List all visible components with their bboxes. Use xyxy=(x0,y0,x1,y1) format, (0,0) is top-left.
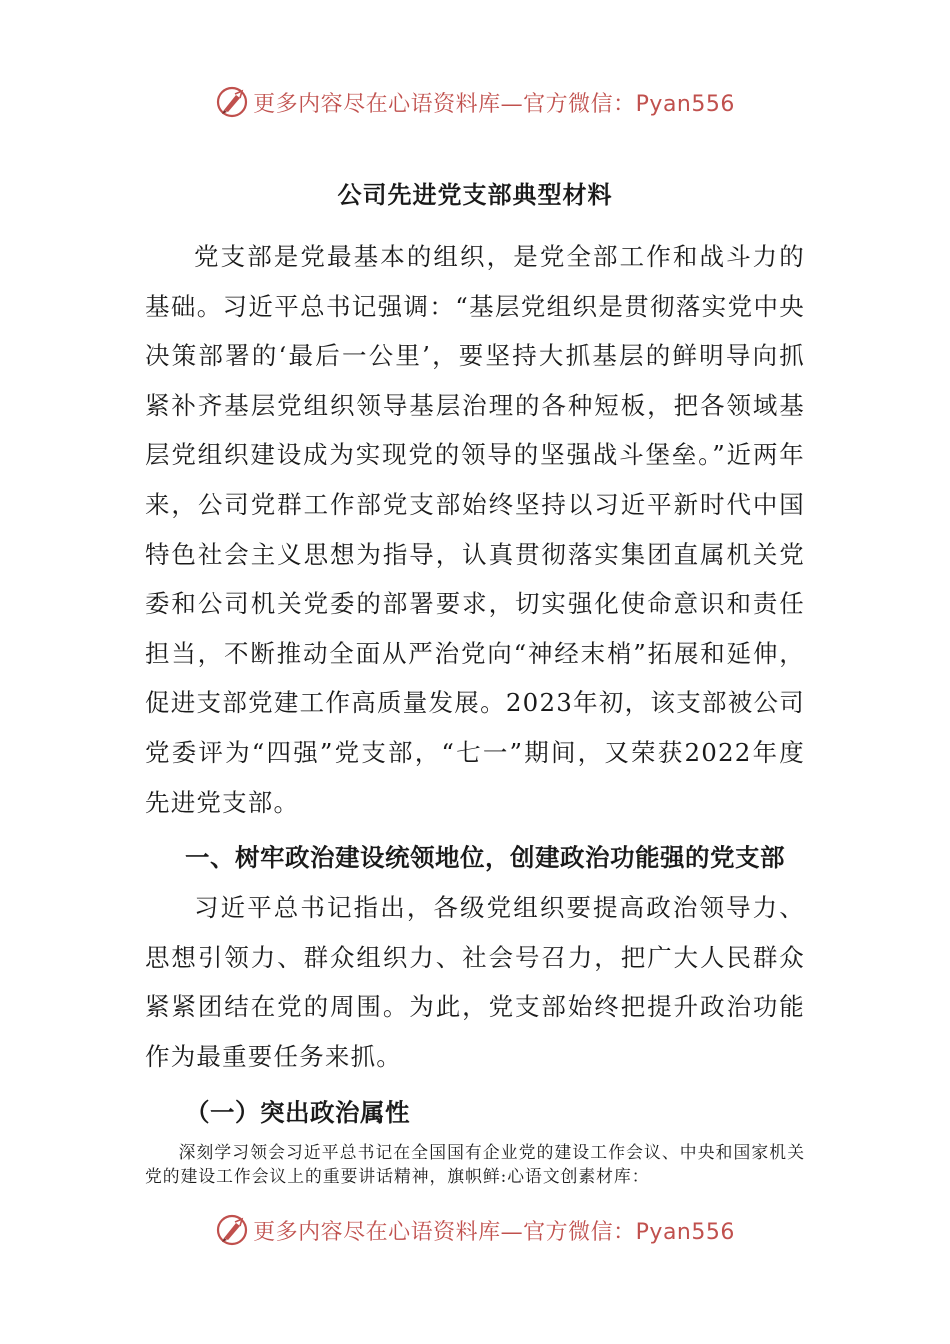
footer-watermark-banner xyxy=(0,1210,950,1250)
pen-logo-icon xyxy=(215,85,249,119)
pen-logo-icon xyxy=(215,1213,249,1247)
header-watermark-banner xyxy=(0,82,950,122)
paragraph-subsection-1: 深刻学习领会习近平总书记在全国国有企业党的建设工作会议、中央和国家机关党的建设工作会议上的重要讲话精神，旗帜鲜:心语文创素材库： xyxy=(145,1141,805,1186)
banner-wechat: 官方微信：Pyan556 xyxy=(523,91,735,117)
paragraph-intro: 党支部是党最基本的组织，是党全部工作和战斗力的基础。习近平总书记强调：“基层党组织是贯彻落实党中央决策部署的‘最后一公里’，要坚持大抓基层的鲜明导向抓紧补齐基层党组织领导基层治理的各种短板，把各领域基层党组织建设成为实现党的领导的坚强战斗堡垒。”近两年来，公司党群工作部党支部始终坚持以习近平新时代中国特色社会主义思想为指导，认真贯彻落实集团直属机关党委和公司机关党委的部署要求，切实强化使命意识和责任担当，不断推动全面从严治党向“神经末梢”拓展和延伸，促进支部党建工作高质量发展。2023年初，该支部被公司党委评为“四强”党支部，“七一”期间，又荣获2022年度先进党支部。 xyxy=(145,242,805,817)
banner-text: 更多内容尽在心语资料库— xyxy=(253,1219,524,1245)
banner-wechat: 官方微信：Pyan556 xyxy=(523,1219,735,1245)
subsection-heading-1: （一）突出政治属性 xyxy=(185,1097,410,1127)
paragraph-section-1: 习近平总书记指出，各级党组织要提高政治领导力、思想引领力、群众组织力、社会号召力，把广大人民群众紧紧团结在党的周围。为此，党支部始终把提升政治功能作为最重要任务来抓。 xyxy=(145,893,805,1071)
section-heading-1: 一、树牢政治建设统领地位，创建政治功能强的党支部 xyxy=(185,843,785,873)
banner-text: 更多内容尽在心语资料库— xyxy=(253,91,524,117)
document-body xyxy=(145,172,805,1188)
document-title: 公司先进党支部典型材料 xyxy=(337,180,613,209)
